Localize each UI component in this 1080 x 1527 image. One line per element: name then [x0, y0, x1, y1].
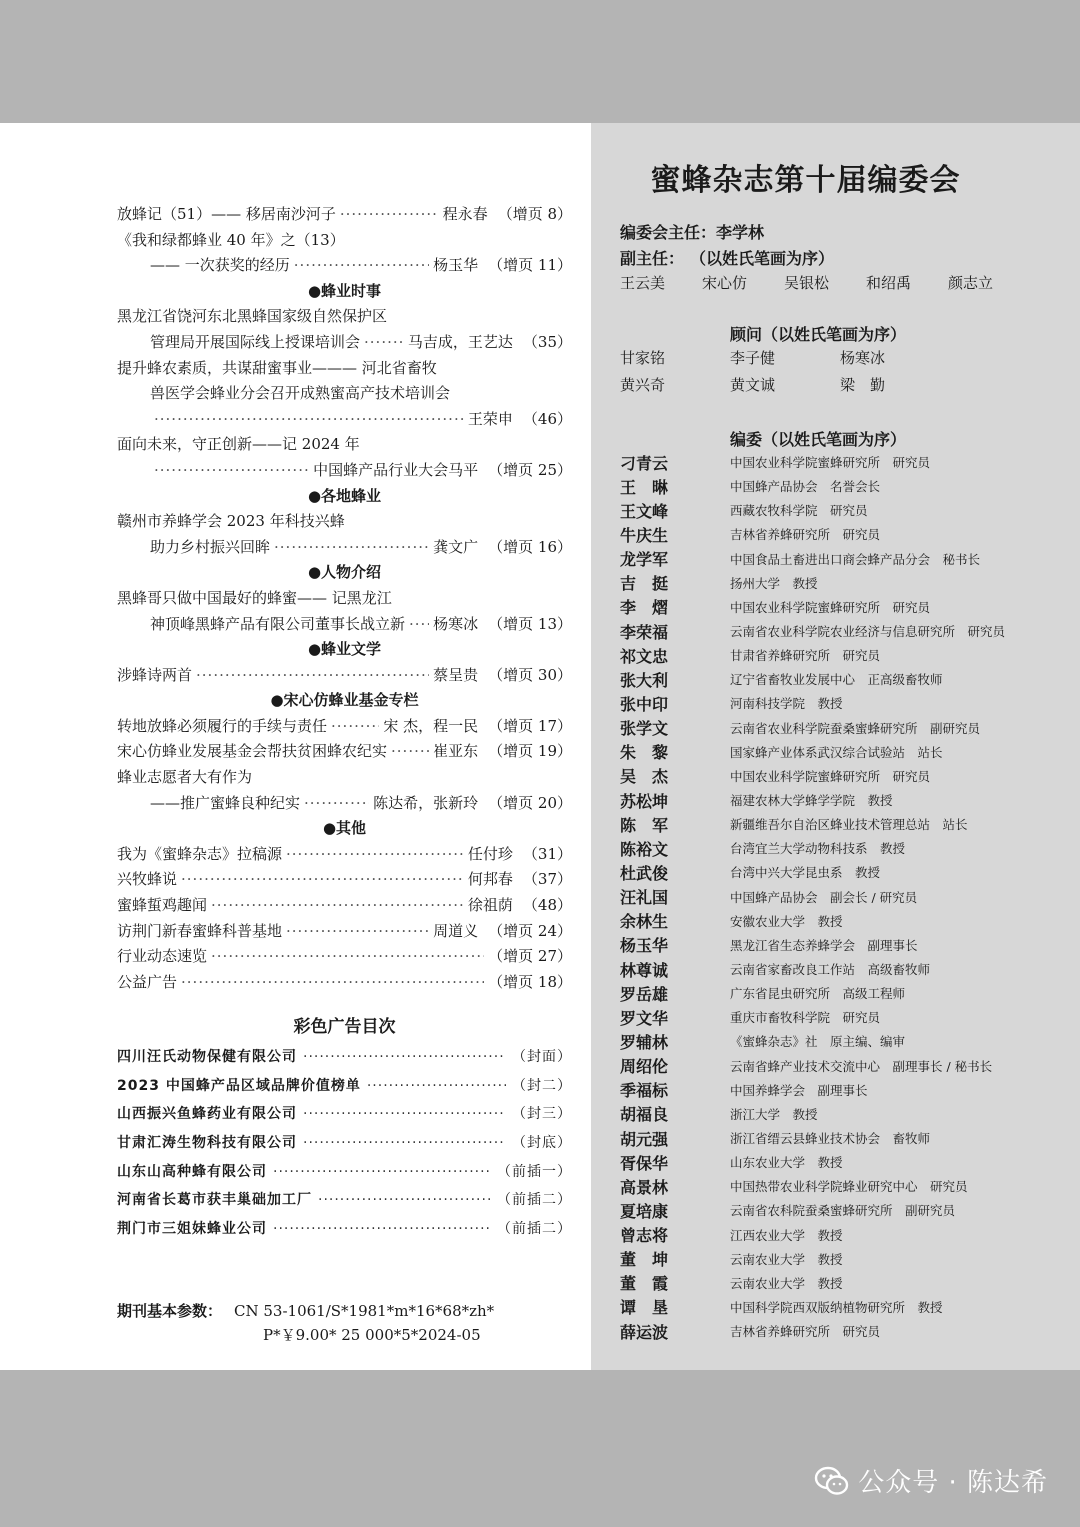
toc-page: （增页 24）	[488, 921, 572, 940]
leader-dots	[211, 947, 484, 965]
member-info: 吉林省养蜂研究所 研究员	[730, 527, 881, 543]
toc-title: 行业动态速览	[117, 947, 208, 966]
leader-dots	[364, 333, 404, 351]
member-name: 王 晽	[620, 477, 669, 497]
toc-entry	[117, 740, 572, 766]
ad-page: （前插一）	[497, 1163, 572, 1180]
member-name: 吴 杰	[620, 767, 669, 787]
vice-name: 吴银松	[784, 274, 830, 292]
toc-section: ●人物介绍	[307, 563, 382, 582]
toc-section: ●蜂业文学	[307, 640, 382, 659]
member-row	[620, 1102, 1060, 1126]
leader-dots	[274, 538, 429, 556]
member-row	[620, 1150, 1060, 1174]
params-line1: CN 53-1061/S*1981*m*16*68*zh*	[234, 1302, 495, 1320]
toc-section: ●其他	[322, 819, 367, 838]
toc-page: （增页 16）	[488, 537, 572, 556]
member-row	[620, 619, 1060, 643]
member-info: 中国蜂产品协会 副会长 / 研究员	[730, 889, 918, 905]
ads-title: 彩色广告目次	[293, 1017, 396, 1037]
leader-dots	[331, 717, 379, 735]
member-row	[620, 981, 1060, 1005]
member-info: 云南农业大学 教授	[730, 1251, 843, 1267]
toc-page: （增页 11）	[488, 256, 572, 275]
toc-title: 提升蜂农素质，共谋甜蜜事业——— 河北省畜牧	[117, 358, 437, 377]
toc-page: （增页 20）	[488, 793, 572, 812]
toc-author: 何邦春	[467, 870, 513, 889]
toc-title: 公益广告	[117, 972, 178, 991]
member-row	[620, 522, 1060, 546]
toc-page: （增页 19）	[488, 742, 572, 761]
toc-title: 我为《蜜蜂杂志》拉稿源	[117, 844, 283, 863]
member-name: 张大利	[620, 670, 669, 690]
vice-name: 和绍禹	[866, 274, 912, 292]
ad-name: 河南省长葛市获丰巢础加工厂	[117, 1192, 312, 1209]
members-list	[620, 450, 1060, 1343]
member-name: 朱 黎	[620, 743, 669, 763]
toc-entry	[117, 587, 572, 613]
toc-title: ——推广蜜蜂良种纪实	[150, 793, 301, 812]
leader-dots	[154, 461, 309, 479]
toc-entry	[117, 766, 572, 792]
member-name: 周绍伦	[620, 1057, 669, 1077]
member-name: 李荣福	[620, 622, 669, 642]
member-name: 杨玉华	[620, 936, 669, 956]
member-info: 云南省家畜改良工作站 高级畜牧师	[730, 962, 931, 978]
ad-entry	[117, 1218, 572, 1247]
wechat-icon	[814, 1465, 850, 1497]
member-info: 云南农业大学 教授	[730, 1275, 843, 1291]
toc-entry	[117, 331, 572, 357]
toc-author: 杨玉华	[433, 256, 479, 275]
member-name: 季福标	[620, 1081, 669, 1101]
member-row	[620, 691, 1060, 715]
member-name: 谭 垦	[620, 1298, 669, 1318]
watermark-text: 公众号 · 陈达希	[858, 1468, 1048, 1498]
member-row	[620, 1295, 1060, 1319]
toc-title: 蜂业志愿者大有作为	[117, 768, 253, 787]
toc-author: 程永春	[442, 205, 488, 223]
member-info: 安徽农业大学 教授	[730, 913, 843, 929]
member-row	[620, 643, 1060, 667]
ad-name: 甘肃汇涛生物科技有限公司	[117, 1135, 297, 1152]
leader-dots	[303, 1049, 506, 1065]
leader-dots	[211, 896, 464, 914]
toc-title: 宋心仿蜂业发展基金会帮扶贫困蜂农纪实	[117, 742, 388, 761]
journal-params	[117, 1299, 494, 1347]
leader-dots	[409, 615, 429, 633]
member-row	[620, 957, 1060, 981]
toc-entry	[117, 971, 572, 997]
vice-name: 宋心仿	[702, 274, 748, 292]
member-row	[620, 1223, 1060, 1247]
member-info: 云南省农业科学院农业经济与信息研究所 研究员	[730, 624, 1006, 640]
toc-page: （增页 18）	[488, 972, 572, 991]
member-info: 重庆市畜牧科学院 研究员	[730, 1010, 881, 1026]
toc-section: ●宋心仿蜂业基金专栏	[270, 691, 419, 710]
params-label: 期刊基本参数：	[117, 1302, 223, 1320]
toc-page: （46）	[522, 409, 572, 428]
toc-title: —— 一次获奖的经历	[150, 256, 290, 275]
params-line2: P*￥9.00* 25 000*5*2024-05	[263, 1326, 481, 1344]
toc-entry	[117, 715, 572, 741]
toc-entry	[117, 408, 572, 434]
vice-name: 王云美	[620, 274, 666, 292]
toc-entry	[117, 613, 572, 639]
member-name: 夏培康	[620, 1201, 669, 1221]
toc-author: 马吉成，王艺达	[407, 332, 513, 351]
member-name: 董 坤	[620, 1250, 669, 1270]
ad-name: 四川汪氏动物保健有限公司	[117, 1049, 297, 1065]
toc-entry	[117, 536, 572, 562]
toc-entry	[117, 459, 572, 485]
toc-title: 转地放蜂必须履行的手续与责任	[117, 716, 328, 735]
member-name: 汪礼国	[620, 888, 669, 908]
member-row	[620, 498, 1060, 522]
member-name: 张中印	[620, 694, 669, 714]
advisor-name: 李子健	[730, 349, 776, 367]
member-info: 中国农业科学院蜜蜂研究所 研究员	[730, 455, 931, 471]
member-info: 《蜜蜂杂志》社 原主编、编审	[730, 1034, 906, 1050]
toc-title: 黑蜂哥只做中国最好的蜂蜜—— 记黑龙江	[117, 588, 392, 607]
member-info: 吉林省养蜂研究所 研究员	[730, 1324, 881, 1340]
board-vice: 副主任： （以姓氏笔画为序）	[620, 249, 835, 268]
member-row	[620, 1078, 1060, 1102]
table-of-contents	[117, 203, 572, 996]
member-row	[620, 885, 1060, 909]
toc-entry	[117, 894, 572, 920]
ad-page: （封底）	[512, 1135, 572, 1152]
vice-name: 颜志立	[948, 274, 994, 292]
leader-dots	[181, 973, 484, 991]
toc-page: （35）	[522, 332, 572, 351]
member-row	[620, 1005, 1060, 1029]
toc-author: 中国蜂产品行业大会马平	[313, 460, 479, 479]
toc-author: 徐祖荫	[467, 896, 513, 915]
leader-dots	[391, 742, 429, 760]
leader-dots	[273, 1221, 491, 1237]
leader-dots	[340, 205, 439, 223]
ad-name: 荆门市三姐妹蜂业公司	[117, 1221, 267, 1238]
ad-entry	[117, 1189, 572, 1218]
member-name: 余林生	[620, 912, 669, 932]
member-info: 扬州大学 教授	[730, 575, 818, 591]
toc-title: 兴牧蜂说	[117, 870, 178, 889]
leader-dots	[318, 1192, 491, 1208]
toc-title: 赣州市养蜂学会 2023 年科技兴蜂	[117, 512, 345, 531]
member-row	[620, 571, 1060, 595]
leader-dots	[273, 1164, 491, 1180]
member-row	[620, 1247, 1060, 1271]
member-name: 杜武俊	[620, 863, 669, 883]
toc-title: 放蜂记（51）—— 移居南沙河子	[117, 205, 336, 223]
leader-dots	[303, 1106, 506, 1122]
toc-title: 访荆门新春蜜蜂科普基地	[117, 921, 283, 940]
ad-entry	[117, 1161, 572, 1190]
member-info: 江西农业大学 教授	[730, 1227, 843, 1243]
toc-entry	[117, 382, 572, 408]
member-name: 林尊诚	[620, 960, 669, 980]
advisor-row	[620, 374, 950, 401]
member-info: 云南省农业科学院蚕桑蜜蜂研究所 副研究员	[730, 720, 981, 736]
member-row	[620, 764, 1060, 788]
member-info: 辽宁省畜牧业发展中心 正高级畜牧师	[730, 672, 943, 688]
toc-entry	[117, 510, 572, 536]
watermark	[814, 1462, 1048, 1499]
leader-dots	[286, 922, 429, 940]
member-name: 罗辅林	[620, 1032, 669, 1052]
toc-entry	[117, 357, 572, 383]
member-name: 胡元强	[620, 1129, 669, 1149]
member-info: 国家蜂产业体系武汉综合试验站 站长	[730, 744, 943, 760]
member-row	[620, 1174, 1060, 1198]
leader-dots	[304, 794, 369, 812]
member-name: 吉 挺	[620, 574, 669, 594]
member-name: 陈 军	[620, 815, 669, 835]
toc-page: （增页 25）	[488, 460, 572, 479]
toc-section: ●蜂业时事	[307, 281, 382, 300]
toc-author: 蔡呈贵	[433, 665, 479, 684]
member-name: 胥保华	[620, 1153, 669, 1173]
member-name: 刁青云	[620, 453, 669, 473]
member-row	[620, 836, 1060, 860]
toc-entry	[117, 433, 572, 459]
toc-entry	[117, 305, 572, 331]
toc-entry	[117, 945, 572, 971]
leader-dots	[181, 870, 464, 888]
toc-entry	[117, 920, 572, 946]
member-info: 河南科技学院 教授	[730, 696, 843, 712]
board-title: 蜜蜂杂志第十届编委会	[650, 163, 961, 198]
leader-dots	[196, 666, 429, 684]
advisors-list	[620, 347, 950, 401]
member-row	[620, 933, 1060, 957]
toc-section: ●各地蜂业	[307, 486, 382, 505]
member-info: 台湾中兴大学昆虫系 教授	[730, 865, 881, 881]
toc-author: 龚文广	[433, 537, 479, 556]
toc-entry	[117, 203, 572, 229]
ad-entry	[117, 1103, 572, 1132]
vice-names	[620, 272, 1040, 293]
toc-title: 助力乡村振兴回眸	[150, 537, 271, 556]
advisor-name: 杨寒冰	[840, 349, 886, 367]
ad-entry	[117, 1132, 572, 1161]
ads-list	[117, 1046, 572, 1247]
toc-author: 陈达希，张新玲	[373, 793, 479, 812]
ad-page: （封二）	[512, 1077, 572, 1094]
member-info: 黑龙江省生态养蜂学会 副理事长	[730, 937, 918, 953]
member-row	[620, 450, 1060, 474]
leader-dots	[286, 845, 464, 863]
toc-author: 周道义	[433, 921, 479, 940]
toc-author: 崔亚东	[433, 742, 479, 761]
member-info: 中国科学院西双版纳植物研究所 教授	[730, 1299, 943, 1315]
member-row	[620, 716, 1060, 740]
leader-dots	[154, 410, 464, 428]
toc-page: （增页 17）	[488, 716, 572, 735]
member-info: 中国农业科学院蜜蜂研究所 研究员	[730, 768, 931, 784]
member-row	[620, 812, 1060, 836]
advisor-name: 甘家铭	[620, 349, 666, 367]
member-name: 胡福良	[620, 1105, 669, 1125]
advisor-name: 黄兴奇	[620, 376, 666, 394]
ad-name: 山东山高种蜂有限公司	[117, 1163, 267, 1180]
member-row	[620, 595, 1060, 619]
member-name: 高景林	[620, 1177, 669, 1197]
ad-page: （前插二）	[497, 1221, 572, 1238]
member-name: 李 熠	[620, 598, 669, 618]
member-info: 新疆维吾尔自治区蜂业技术管理总站 站长	[730, 817, 968, 833]
member-info: 中国食品土畜进出口商会蜂产品分会 秘书长	[730, 551, 981, 567]
toc-author: 王荣申	[467, 409, 513, 428]
toc-page: （增页 13）	[488, 614, 572, 633]
toc-page: （48）	[522, 896, 572, 915]
toc-entry	[117, 792, 572, 818]
member-row	[620, 1319, 1060, 1343]
member-info: 西藏农牧科学院 研究员	[730, 503, 868, 519]
toc-title: 《我和绿都蜂业 40 年》之（13）	[117, 230, 345, 249]
toc-entry	[117, 229, 572, 255]
member-name: 龙学军	[620, 550, 669, 570]
toc-entry	[117, 868, 572, 894]
member-row	[620, 788, 1060, 812]
toc-author: 宋 杰，程一民	[383, 716, 479, 735]
toc-page: （增页 30）	[488, 665, 572, 684]
member-info: 福建农林大学蜂学学院 教授	[730, 793, 893, 809]
advisor-name: 梁 勤	[840, 376, 886, 394]
toc-entry	[117, 843, 572, 869]
ad-name: 2023 中国蜂产品区域品牌价值榜单	[117, 1077, 361, 1094]
member-row	[620, 547, 1060, 571]
advisor-name: 黄文诚	[730, 376, 776, 394]
member-row	[620, 1271, 1060, 1295]
member-info: 台湾宜兰大学动物科技系 教授	[730, 841, 906, 857]
advisors-title: 顾问（以姓氏笔画为序）	[730, 325, 907, 344]
toc-entry	[117, 664, 572, 690]
member-info: 山东农业大学 教授	[730, 1155, 843, 1171]
toc-title: 兽医学会蜂业分会召开成熟蜜高产技术培训会	[150, 384, 451, 403]
member-row	[620, 474, 1060, 498]
ad-entry	[117, 1075, 572, 1104]
toc-title: 涉蜂诗两首	[117, 665, 193, 684]
member-name: 牛庆生	[620, 525, 669, 545]
member-name: 陈裕文	[620, 839, 669, 859]
member-info: 云南省农科院蚕桑蜜蜂研究所 副研究员	[730, 1203, 956, 1219]
member-name: 祁文忠	[620, 646, 669, 666]
member-name: 董 霞	[620, 1274, 669, 1294]
leader-dots	[367, 1078, 506, 1094]
member-name: 罗岳雄	[620, 984, 669, 1004]
toc-title: 管理局开展国际线上授课培训会	[150, 332, 361, 351]
toc-page: （增页 8）	[497, 205, 572, 223]
advisor-row	[620, 347, 950, 374]
toc-title: 蜜蜂蜇鸡趣闻	[117, 896, 208, 915]
member-info: 浙江大学 教授	[730, 1106, 818, 1122]
member-name: 张学文	[620, 719, 669, 739]
member-name: 薛运波	[620, 1322, 669, 1342]
member-info: 中国蜂产品协会 名誉会长	[730, 479, 881, 495]
member-name: 苏松坤	[620, 791, 669, 811]
leader-dots	[294, 256, 429, 274]
member-info: 云南省蜂产业技术交流中心 副理事长 / 秘书长	[730, 1058, 993, 1074]
member-info: 甘肃省养蜂研究所 研究员	[730, 648, 881, 664]
members-title: 编委（以姓氏笔画为序）	[730, 430, 907, 449]
toc-title: 神顶峰黑蜂产品有限公司董事长战立新	[150, 614, 406, 633]
toc-title: 面向未来，守正创新——记 2024 年	[117, 435, 360, 454]
member-row	[620, 667, 1060, 691]
toc-page: （增页 27）	[488, 947, 572, 966]
member-row	[620, 1029, 1060, 1053]
ad-name: 山西振兴鱼蜂药业有限公司	[117, 1106, 297, 1123]
toc-title: 黑龙江省饶河东北黑蜂国家级自然保护区	[117, 307, 388, 326]
member-row	[620, 860, 1060, 884]
member-name: 王文峰	[620, 501, 669, 521]
ad-page: （前插二）	[497, 1192, 572, 1209]
member-row	[620, 909, 1060, 933]
member-name: 曾志将	[620, 1226, 669, 1246]
toc-page: （31）	[522, 844, 572, 863]
member-info: 中国农业科学院蜜蜂研究所 研究员	[730, 599, 931, 615]
leader-dots	[303, 1135, 506, 1151]
member-row	[620, 740, 1060, 764]
ad-page: （封三）	[512, 1106, 572, 1123]
member-row	[620, 1054, 1060, 1078]
member-row	[620, 1126, 1060, 1150]
member-name: 罗文华	[620, 1008, 669, 1028]
toc-entry	[117, 254, 572, 280]
member-row	[620, 1198, 1060, 1222]
ad-page: （封面）	[512, 1049, 572, 1065]
toc-author: 任付珍	[467, 844, 513, 863]
member-info: 中国热带农业科学院蜂业研究中心 研究员	[730, 1179, 968, 1195]
board-chair: 编委会主任：李学林	[620, 223, 765, 242]
toc-author: 杨寒冰	[433, 614, 479, 633]
member-info: 广东省昆虫研究所 高级工程师	[730, 986, 906, 1002]
member-info: 中国养蜂学会 副理事长	[730, 1082, 868, 1098]
ad-entry	[117, 1046, 572, 1075]
member-info: 浙江省缙云县蜂业技术协会 畜牧师	[730, 1131, 931, 1146]
toc-page: （37）	[522, 870, 572, 889]
